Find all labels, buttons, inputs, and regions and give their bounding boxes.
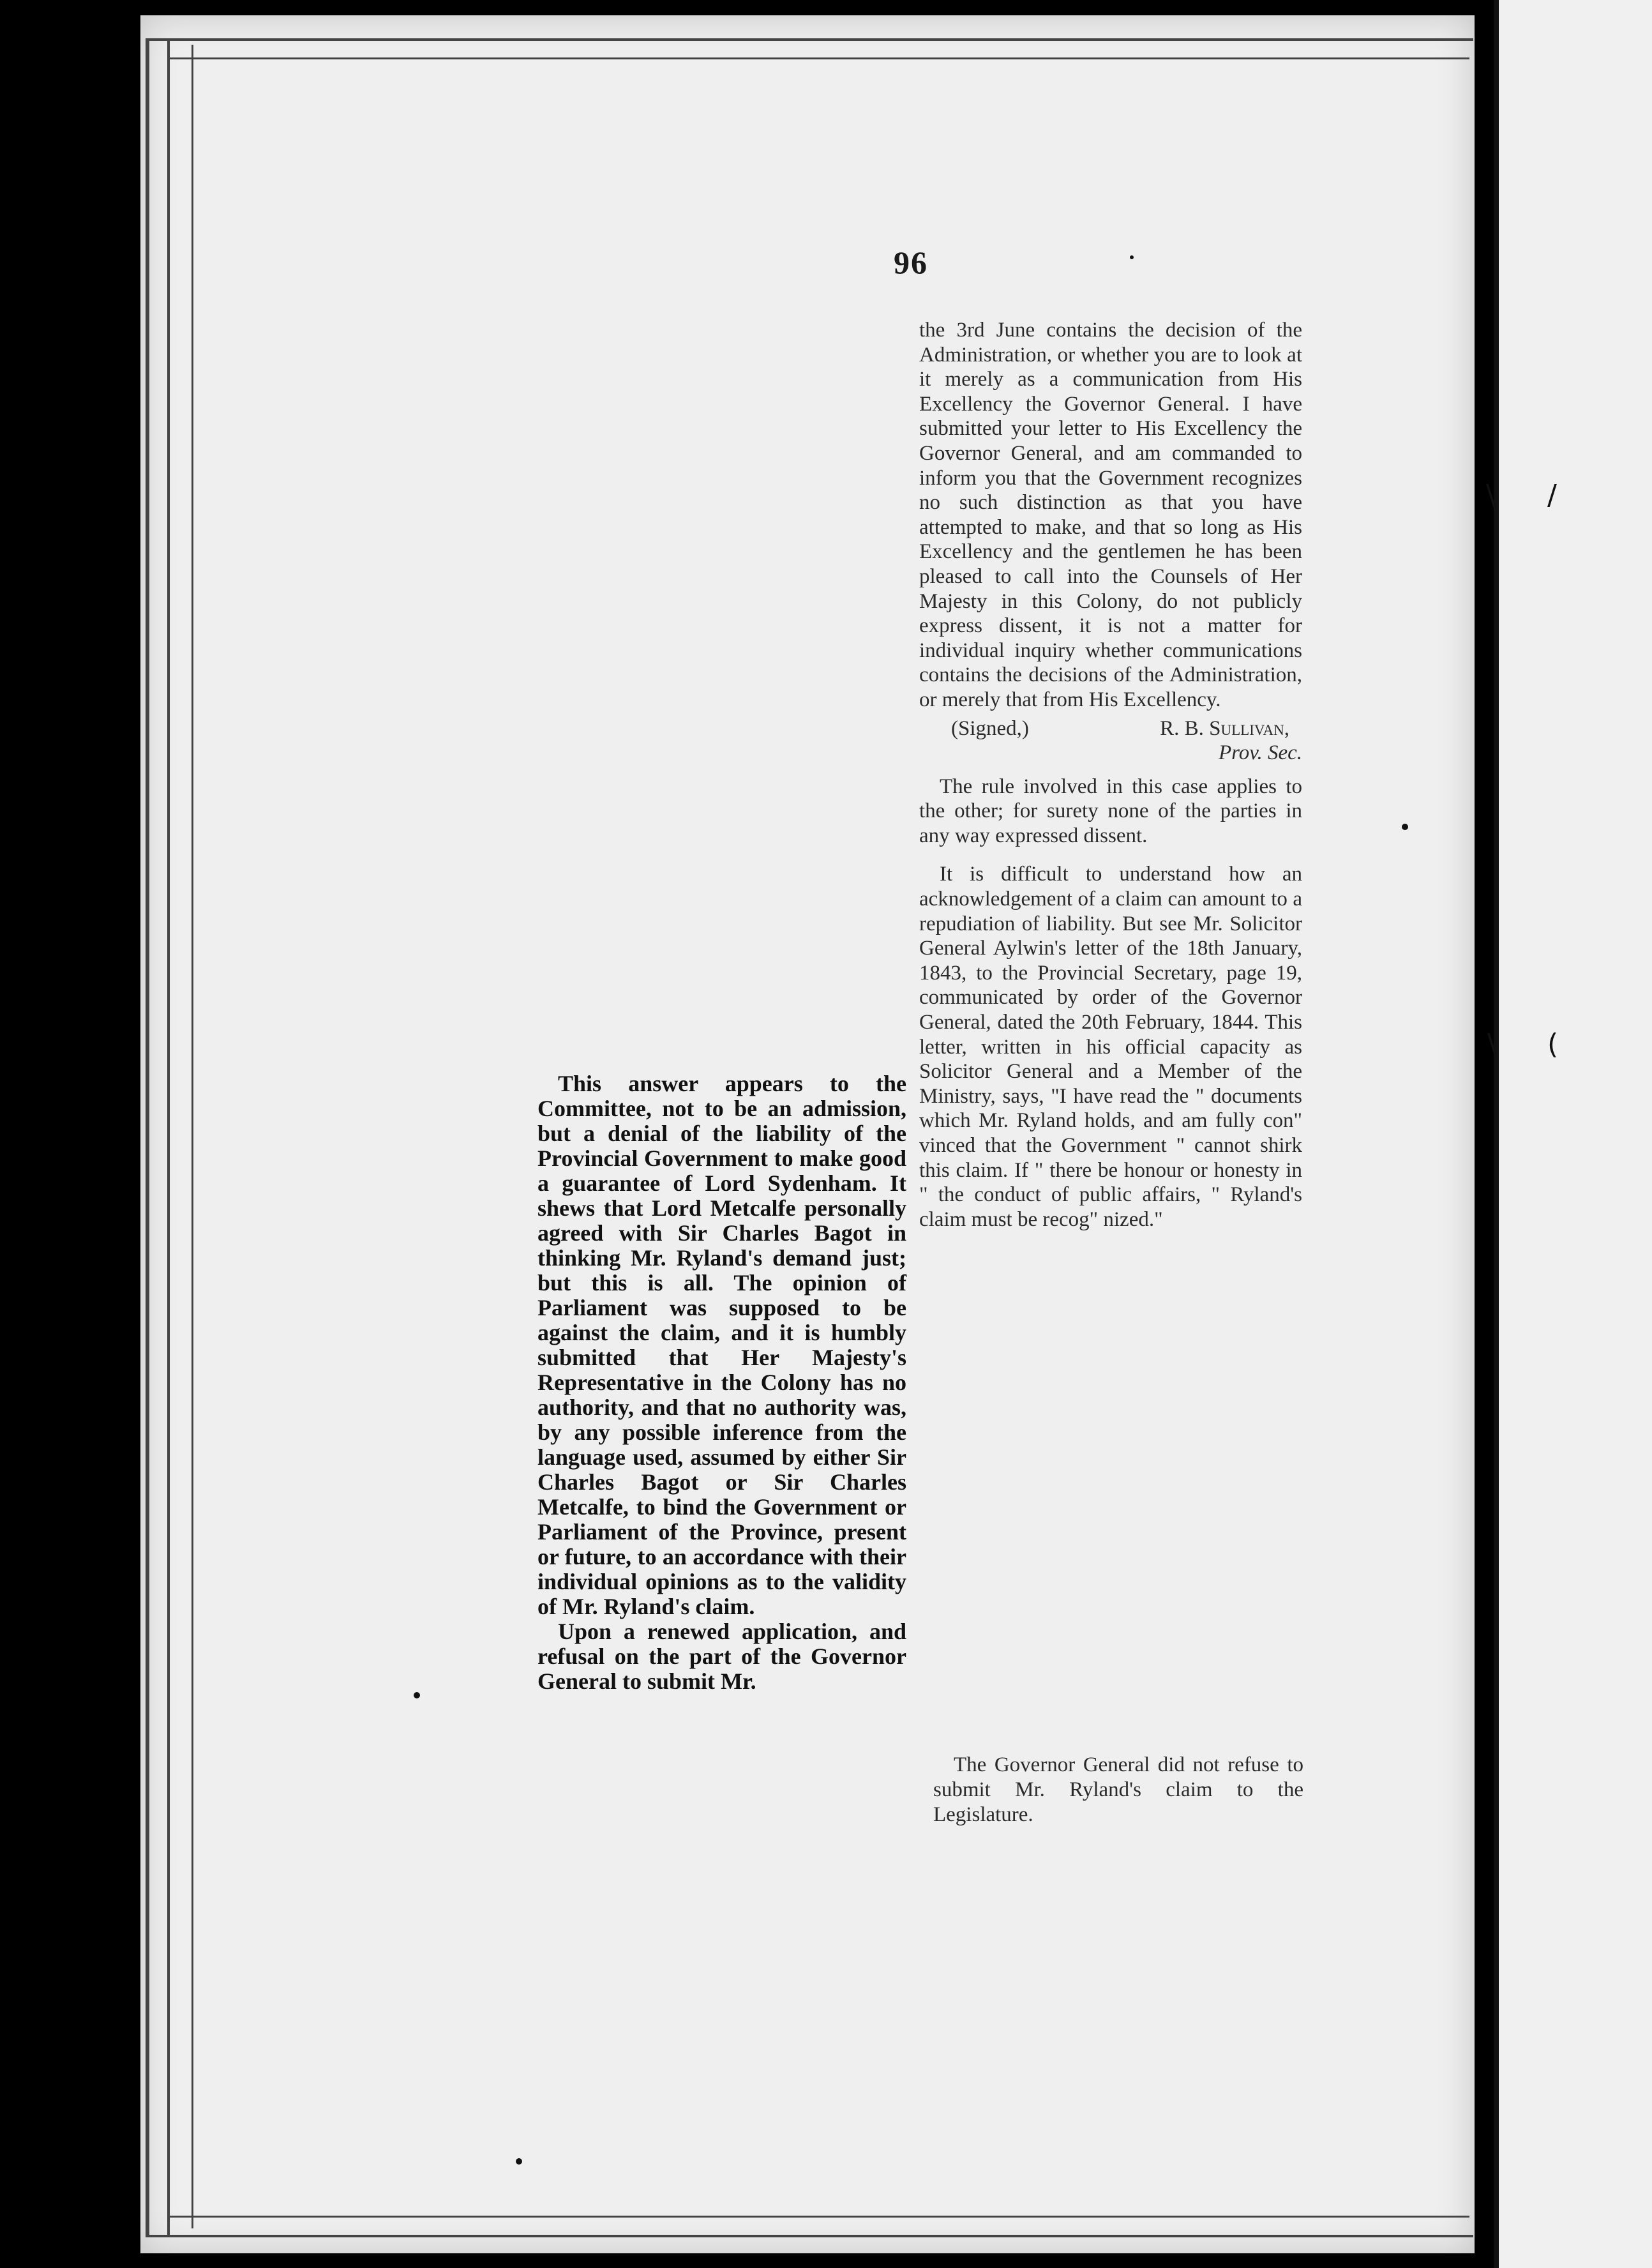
bottom-note: The Governor General did not refuse to submit Mr. Ryland's claim to the Legislature. xyxy=(933,1753,1303,1826)
right-column-text xyxy=(919,318,1302,1232)
page-edge-line xyxy=(146,2235,1473,2237)
scan-dot xyxy=(516,2158,522,2165)
right-paragraph-3: It is difficult to understand how an acknowledgement of a claim can amount to a repudiation of liability. But see Mr. Solicitor General Aylwin's letter of the 18th January, 1843, to the Provincial Secretary, page 19, communicated by order of the Governor General, dated the 20th February, 1844. This letter, written in his official capacity as Solicitor General and a Member of the Ministry, says, "I have read the " documents which Mr. Ryland holds, and am fully con" vinced that the Government " cannot shirk this claim. If " there be honour or honesty in " the conduct of public affairs, " Ryland's claim must be recog" nized." xyxy=(919,863,1302,1231)
left-paragraph-2: Upon a renewed application, and refusal on the part of the Governor General to submit Mr. xyxy=(537,1619,906,1694)
signed-title: Prov. Sec. xyxy=(1218,741,1302,765)
left-column-text xyxy=(537,1071,906,1694)
page-edge-line xyxy=(167,38,170,2235)
scan-mark: ( xyxy=(1547,1028,1559,1061)
signed-label: (Signed,) xyxy=(951,716,1029,740)
scan-dot xyxy=(414,1692,420,1698)
signed-name: R. B. Sullivan, xyxy=(1160,716,1289,740)
page-number: 96 xyxy=(894,245,928,280)
page-edge-line xyxy=(146,38,149,2235)
scan-mark: \ xyxy=(1486,479,1496,511)
scan-dot xyxy=(1130,255,1134,259)
page-edge-line xyxy=(167,57,1469,59)
scan-mark: \ xyxy=(1487,1028,1497,1061)
scan-mark: / xyxy=(1547,479,1557,511)
page-edge-line xyxy=(146,38,1473,41)
right-paragraph-2: The rule involved in this case applies to the other; for surety none of the parties in any way expressed dissent. xyxy=(919,775,1302,847)
signature-line xyxy=(919,716,1302,741)
left-paragraph-1: This answer appears to the Committee, not to be an admission, but a denial of the liability of the Provincial Government to make good a guarantee of Lord Sydenham. It shews that Lord Metcalfe personally agreed with Sir Charles Bagot in thinking Mr. Ryland's demand just; but this is all. The opinion of Parliament was supposed to be against the claim, and it is humbly submitted that Her Majesty's Representative in the Colony has no authority, and that no authority was, by any possible inference from the language used, assumed by either Sir Charles Bagot or Sir Charles Metcalfe, to bind the Government or Parliament of the Province, present or future, to an accordance with their individual opinions as to the validity of Mr. Ryland's claim. xyxy=(537,1071,906,1619)
page-edge-line xyxy=(191,45,193,2228)
adjacent-page-strip xyxy=(1499,0,1652,2268)
page-edge-line xyxy=(167,2216,1469,2218)
scan-dot xyxy=(1402,824,1408,830)
right-paragraph-1: the 3rd June contains the decision of the Administration, or whether you are to look at it merely as a communication from His Excellency the Governor General. I have submitted your letter to His Excellency the Governor General, and am commanded to inform you that the Government recognizes no such distinction as that you have attempted to make, and that so long as His Excellency and the gentlemen he has been pleased to call into the Counsels of Her Majesty in this Colony, do not publicly express dissent, it is not a matter for individual inquiry whether communications contains the decisions of the Administration, or merely that from His Excellency. xyxy=(919,319,1302,711)
